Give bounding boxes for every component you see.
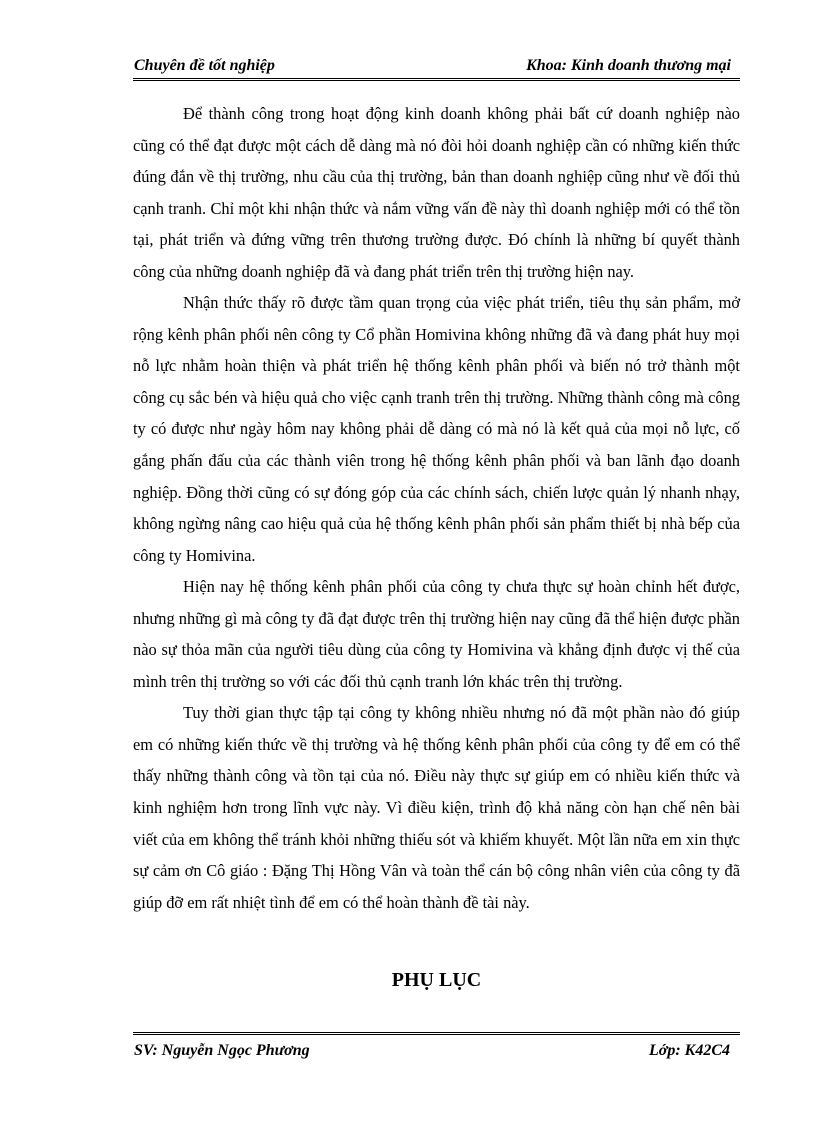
page-header [133,55,740,81]
paragraph: Để thành công trong hoạt động kinh doanh không phải bất cứ doanh nghiệp nào cũng có thể đạt được một cách dễ dàng mà nó đòi hỏi doanh nghiệp cần có những kiến thức đúng đắn về thị trường, nhu cầu của thị trường, bản than doanh nghiệp cũng như về đối thủ cạnh tranh. Chỉ một khi nhận thức và nắm vững vấn đề này thì doanh nghiệp mới có thể tồn tại, phát triển và đứng vững trên thương trường được. Đó chính là những bí quyết thành công của những doanh nghiệp đã và đang phát triển trên thị trường hiện nay. [133,104,740,281]
header-thesis-label: Chuyên đề tốt nghiệp [134,57,275,74]
paragraph: Nhận thức thấy rõ được tầm quan trọng của việc phát triển, tiêu thụ sản phẩm, mở rộng kênh phân phối nên công ty Cổ phần Homivina không những đã và đang phát huy mọi nỗ lực nhằm hoàn thiện và phát triển hệ thống kênh phân phối và biến nó trở thành một công cụ sắc bén và hiệu quả cho việc cạnh tranh trên thị trường. Những thành công mà công ty có được như ngày hôm nay không phải dễ dàng có mà nó là kết quả của mọi nỗ lực, cố gắng phấn đấu của các thành viên trong hệ thống kênh phân phối và ban lãnh đạo doanh nghiệp. Đồng thời cũng có sự đóng góp của các chính sách, chiến lược quản lý nhanh nhạy, không ngừng nâng cao hiệu quả của hệ thống kênh phân phối sản phẩm thiết bị nhà bếp của công ty Homivina. [133,293,740,565]
paragraph: Hiện nay hệ thống kênh phân phối của công ty chưa thực sự hoàn chỉnh hết được, nhưng những gì mà công ty đã đạt được trên thị trường hiện nay cũng đã thể hiện được phần nào sự thỏa mãn của người tiêu dùng của công ty Homivina và khẳng định được vị thế của mình trên thị trường so với các đối thủ cạnh tranh lớn khác trên thị trường. [133,577,740,691]
footer-student-name: SV: Nguyễn Ngọc Phương [134,1042,310,1059]
appendix-title: PHỤ LỤC [391,969,482,991]
footer-class-label: Lớp: K42C4 [648,1042,730,1059]
header-faculty-label: Khoa: Kinh doanh thương mại [526,57,731,74]
page-footer [133,1032,740,1062]
body-text [133,98,740,918]
paragraph: Tuy thời gian thực tập tại công ty không nhiều nhưng nó đã một phần nào đó giúp em có những kiến thức về thị trường và hệ thống kênh phân phối của công ty để em có thể thấy những thành công và tồn tại của nó. Điều này thực sự giúp em có nhiều kiến thức và kinh nghiệm hơn trong lĩnh vực này. Vì điều kiện, trình độ khả năng còn hạn chế nên bài viết của em không thể tránh khỏi những thiếu sót và khiếm khuyết. Một lần nữa em xin thực sự cảm ơn Cô giáo : Đặng Thị Hồng Vân và toàn thể cán bộ công nhân viên của công ty đã giúp đỡ em rất nhiệt tình để em có thể hoàn thành đề tài này. [133,703,740,912]
